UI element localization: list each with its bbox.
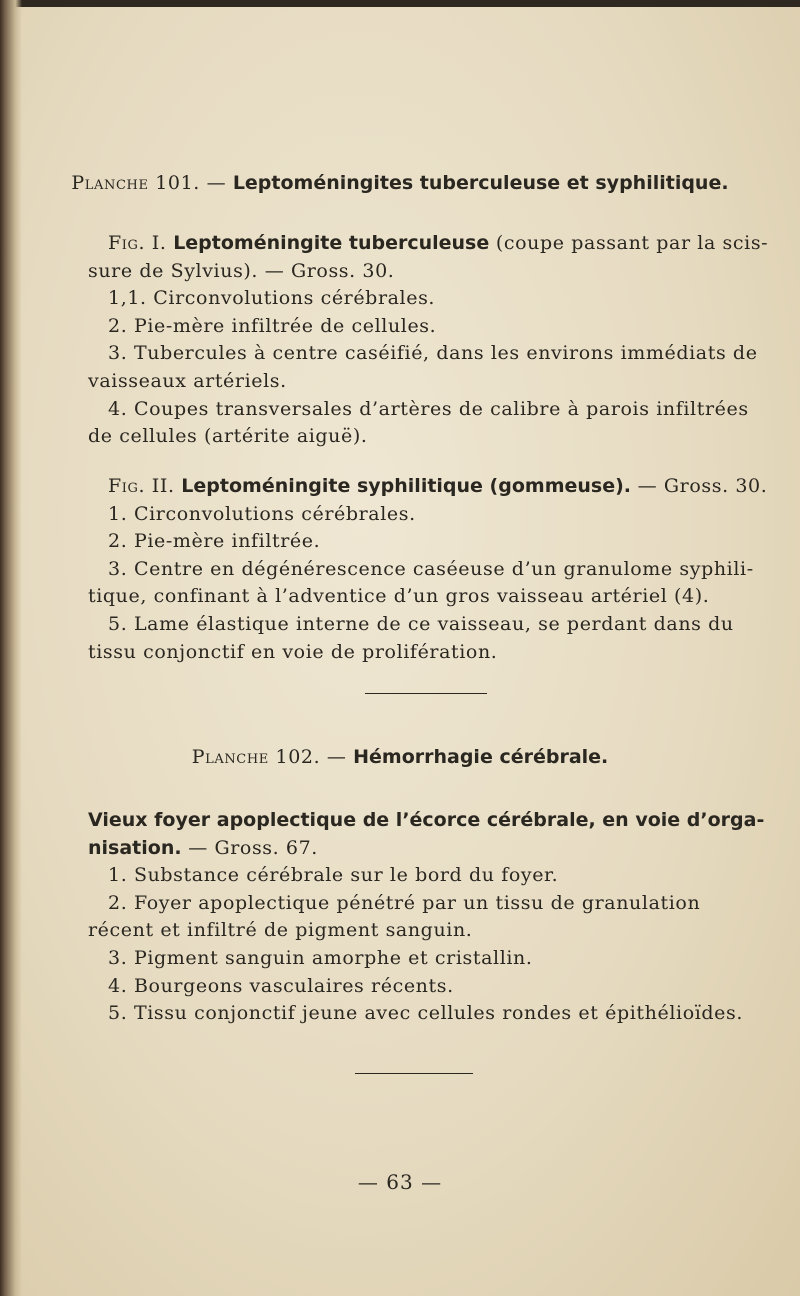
plate-101-number: 101. —: [155, 172, 227, 194]
figure-3-title-line: [88, 835, 760, 863]
figure-2-numeral: II.: [151, 475, 175, 497]
figure-1-title-line: [88, 230, 769, 258]
book-spine-shadow: [0, 0, 22, 1296]
figure-2-title-line: [88, 473, 768, 501]
figure-1-title: Leptoméningite tuberculeuse: [173, 232, 490, 254]
plate-101-prefix: Planche: [71, 172, 149, 194]
figure-2-label: Fig.: [108, 475, 146, 497]
figure-3-item: 5. Tissu conjonctif jeune avec cellules rondes et épithélioïdes.: [108, 1002, 744, 1025]
figure-3-caption: [88, 807, 765, 1028]
figure-1-label: Fig.: [108, 232, 146, 254]
figure-3-title-end: nisation.: [88, 836, 182, 859]
figure-2-item: 5. Lame élastique interne de ce vaisseau, se perdant dans du: [108, 612, 734, 635]
plate-102-title: Hémorrhagie cérébrale.: [353, 746, 609, 768]
figure-1-title-rest: (coupe passant par la scis-: [495, 232, 769, 254]
figure-3-item: 3. Pigment sanguin amorphe et cristallin.: [108, 946, 533, 969]
figure-1-item: 1,1. Circonvolutions cérébrales.: [108, 287, 436, 310]
plate-102-prefix: Planche: [191, 746, 269, 768]
plate-101-heading: [0, 172, 800, 194]
figure-3-title: Vieux foyer apoplectique de l’écorce cérébrale, en voie d’orga-: [88, 809, 765, 831]
figure-2-caption: [88, 473, 768, 666]
page-top-edge: [0, 0, 800, 7]
plate-102-heading: [0, 746, 800, 768]
figure-3-title-rest: — Gross. 67.: [188, 836, 318, 859]
section-divider: [355, 1073, 473, 1074]
figure-1-line: de cellules (artérite aiguë).: [88, 425, 368, 448]
figure-1-item: 3. Tubercules à centre caséifié, dans les environs immédiats de: [108, 342, 758, 365]
section-divider: [365, 693, 487, 694]
figure-2-line: tissu conjonctif en voie de prolifération.: [88, 640, 498, 663]
figure-2-item: 1. Circonvolutions cérébrales.: [108, 502, 416, 525]
figure-3-item: 2. Foyer apoplectique pénétré par un tissu de granulation: [108, 891, 701, 914]
figure-1-item: 2. Pie-mère infiltrée de cellules.: [108, 314, 437, 337]
plate-101-title: Leptoméningites tuberculeuse et syphilitique.: [232, 172, 729, 194]
figure-1-numeral: I.: [151, 232, 167, 254]
figure-2-title: Leptoméningite syphilitique (gommeuse).: [181, 475, 631, 497]
figure-2-line: tique, confinant à l’adventice d’un gros vaisseau artériel (4).: [88, 585, 710, 608]
figure-2-item: 2. Pie-mère infiltrée.: [108, 530, 321, 553]
page-number: — 63 —: [357, 1170, 443, 1194]
figure-3-item: 1. Substance cérébrale sur le bord du foyer.: [108, 864, 559, 887]
plate-102-number: 102. —: [275, 746, 347, 768]
figure-2-title-rest: — Gross. 30.: [637, 475, 768, 497]
figure-2-item: 3. Centre en dégénérescence caséeuse d’un granulome syphili-: [108, 557, 754, 580]
figure-1-caption: [88, 230, 769, 451]
figure-1-item: 4. Coupes transversales d’artères de calibre à parois infiltrées: [108, 397, 749, 420]
figure-3-item: 4. Bourgeons vasculaires récents.: [108, 974, 454, 997]
figure-1-line: vaisseaux artériels.: [88, 369, 287, 392]
figure-1-line: sure de Sylvius). — Gross. 30.: [88, 259, 395, 282]
figure-3-title-line: [88, 807, 765, 835]
figure-3-line: récent et infiltré de pigment sanguin.: [88, 919, 473, 942]
